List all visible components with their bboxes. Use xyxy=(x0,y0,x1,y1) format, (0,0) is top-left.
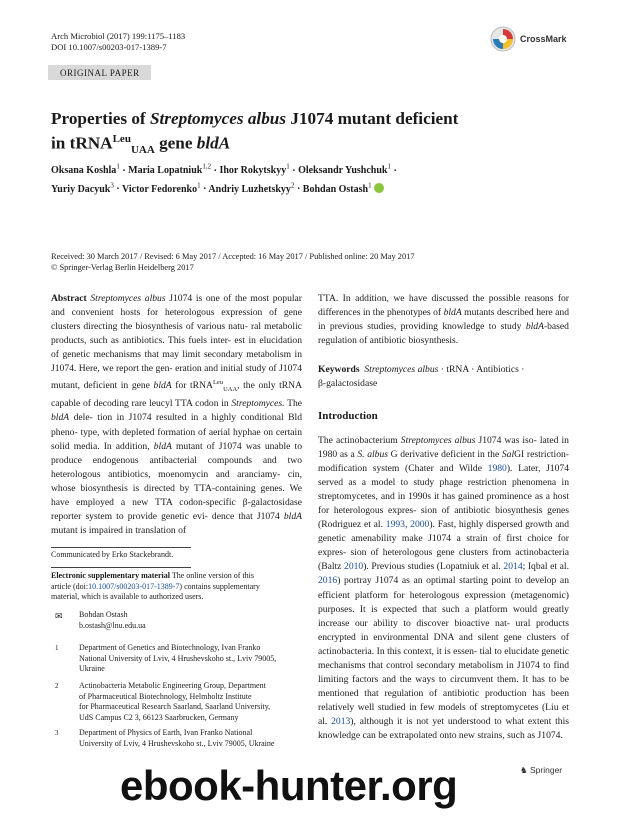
author[interactable]: Yuriy Dacyuk$^3$ xyxy=(51,181,114,195)
author[interactable]: Oleksandr Yushchuk$^1$ xyxy=(298,163,391,177)
introduction-paragraph: The actinobacterium Streptomyces albus J1074 was iso- lated in 1980 as a S. albus G derivative deficient in the SalGI restriction-modification system (Chater and Wilde 1980). Later, J1074 served as a model to study phage restriction phenomena in streptomycetes, and in 1990s it has gained prominence as a host for heterologous expres- sion of antibiotic biosynthesis genes (Rodriguez et al. 1993, 2000). Fast, highly dispersed growth and genetic amenability make J1074 a strain of first choice for expres- sion of heterologous gene clusters from actinobacteria (Baltz 2010). Previous studies (Lopatniuk et al. 2014; Iqbal et al. 2016) portray J1074 as an optimal starting point to develop an efficient platform for heterologous expression (metagenomic) purposes. It is expected that such a platform would greatly increase our ability to discover bioactive nat- ural products encrypted in environmental DNA and silent gene clusters of actinobacteria. In this context, it is essen- tial to elucidate genetic mechanisms that control secondary metabolism in J1074 to find limiting factors and the ways to circumvent them. It has to be mentioned that regulation of antibiotic production has been relatively well studied in few models of streptomycetes (Liu et al. 2013), although it is not yet understood to what extent this knowledge can be extrapolated onto new strains, such as J1074. xyxy=(318,435,570,741)
title-line2-mid: gene xyxy=(154,133,197,153)
citation-link[interactable]: 2013 xyxy=(331,715,351,727)
dates-line: Received: 30 March 2017 / Revised: 6 May 2017 / Accepted: 16 May 2017 / Published online: 20 May 2017 xyxy=(51,252,415,261)
title-sub: UAA xyxy=(130,144,155,157)
title-part2: J1074 mutant deficient xyxy=(286,109,459,128)
title-line2-pre: in tRNA xyxy=(51,133,113,153)
right-column xyxy=(318,292,569,391)
title-species: Streptomyces albus xyxy=(149,109,287,128)
publication-dates xyxy=(51,251,571,273)
journal-doi: DOI 10.1007/s00203-017-1389-7 xyxy=(51,42,167,52)
communicated-by: Communicated by Erko Stackebrandt. xyxy=(51,550,174,559)
springer-horse-icon: ♞ xyxy=(520,765,528,775)
author[interactable]: Victor Fedorenko$^1$ xyxy=(122,181,201,195)
journal-citation: Arch Microbiol (2017) 199:1175–1183 xyxy=(51,31,186,41)
correspondence-email[interactable]: b.ostash@lnu.edu.ua xyxy=(79,620,146,630)
introduction-heading: Introduction xyxy=(318,410,378,422)
paper-title xyxy=(51,108,571,161)
author[interactable]: Oksana Koshla$^1$ xyxy=(51,163,120,177)
journal-meta xyxy=(51,31,185,53)
copyright-line: © Springer-Verlag Berlin Heidelberg 2017 xyxy=(51,263,194,272)
esm-note: Electronic supplementary material The online version of this article (doi:10.1007/s00203-017-1389-7) contains supplementary material, which is available to authorized users. xyxy=(51,571,260,602)
abstract-continued: TTA. In addition, we have discussed the possible reasons for differences in the phenotypes of bldA mutants described here and in previous studies, providing knowledge to study bldA-based regulation of antibiotic biosynthesis. xyxy=(318,293,569,347)
citation-link[interactable]: 1993 xyxy=(385,519,405,531)
citation-link[interactable]: 2010 xyxy=(344,561,364,573)
keywords: Keywords Streptomyces albus · tRNA · Antibiotics · β-galactosidase xyxy=(318,364,525,390)
esm-doi-link[interactable]: 10.1007/s00203-017-1389-7 xyxy=(88,581,180,591)
author[interactable]: Maria Lopatniuk$^{1,2}$ xyxy=(128,163,212,177)
correspondence xyxy=(51,610,302,631)
title-gene: bldA xyxy=(196,133,231,153)
title-sup: Leu xyxy=(112,133,131,145)
crossmark-badge[interactable] xyxy=(490,22,580,56)
publisher-logo: ♞ Springer xyxy=(520,765,563,775)
paper-type-badge: ORIGINAL PAPER xyxy=(48,65,151,80)
citation-link[interactable]: 2000 xyxy=(410,519,430,531)
citation-link[interactable]: 2014 xyxy=(503,561,523,573)
title-part1: Properties of xyxy=(51,109,150,128)
orcid-icon[interactable] xyxy=(374,183,384,193)
citation-link[interactable]: 2016 xyxy=(318,575,338,587)
abstract xyxy=(51,292,302,538)
author-list: Oksana Koshla$^1$ · Maria Lopatniuk$^{1,2}$ · Ihor Rokytskyy$^1$ · Oleksandr Yushchuk$^1$ · Yuriy Dacyuk$^3$ · Victor Fedorenko$^1$ · Andriy Luzhetskyy$^2$ · Bohdan Ostash$^1$ xyxy=(51,163,397,195)
crossmark-icon xyxy=(490,26,516,52)
citation-link[interactable]: 1980 xyxy=(487,463,507,475)
author[interactable]: Bohdan Ostash$^1$ xyxy=(302,181,372,195)
footnote-divider xyxy=(51,567,191,568)
footnote-divider xyxy=(51,547,191,548)
author[interactable]: Andriy Luzhetskyy$^2$ xyxy=(208,181,295,195)
author[interactable]: Ihor Rokytskyy$^1$ xyxy=(219,163,290,177)
watermark: ebook-hunter.org xyxy=(120,762,458,809)
correspondence-name: Bohdan Ostash xyxy=(79,610,128,619)
introduction-body xyxy=(318,434,569,743)
email-icon: ✉ xyxy=(55,611,63,621)
abstract-text: Abstract Streptomyces albus J1074 is one of the most popular and convenient hosts for heterologous expression of gene clusters directing the biosynthesis of various natu- ral metabolic products, such as antibiotics. This fuels inter- est in elucidation of genetic mechanisms that may limit secondary metabolism in J1074. Here, we report the gen- eration and initial study of J1074 mutant, deficient in gene bldA for tRNA$^{Leu}_{UAA}$, the only tRNA capable of decoding rare leucyl TTA codon in Streptomyces. The bldA dele- tion in J1074 resulted in a highly conditional Bld pheno- type, with depleted formation of aerial hyphae on certain solid media. In addition, bldA mutant of J1074 was unable to produce endogenous antibacterial compounds and two heterologous antibiotics, moenomycin and aranciamy- cin, whose biosynthesis is directed by TTA-containing genes. We have employed a new TTA codon-specific β-galactosidase reporter system to provide genetic evi- dence that J1074 bldA mutant is impaired in translation of xyxy=(51,293,303,536)
crossmark-label: CrossMark xyxy=(520,34,567,44)
